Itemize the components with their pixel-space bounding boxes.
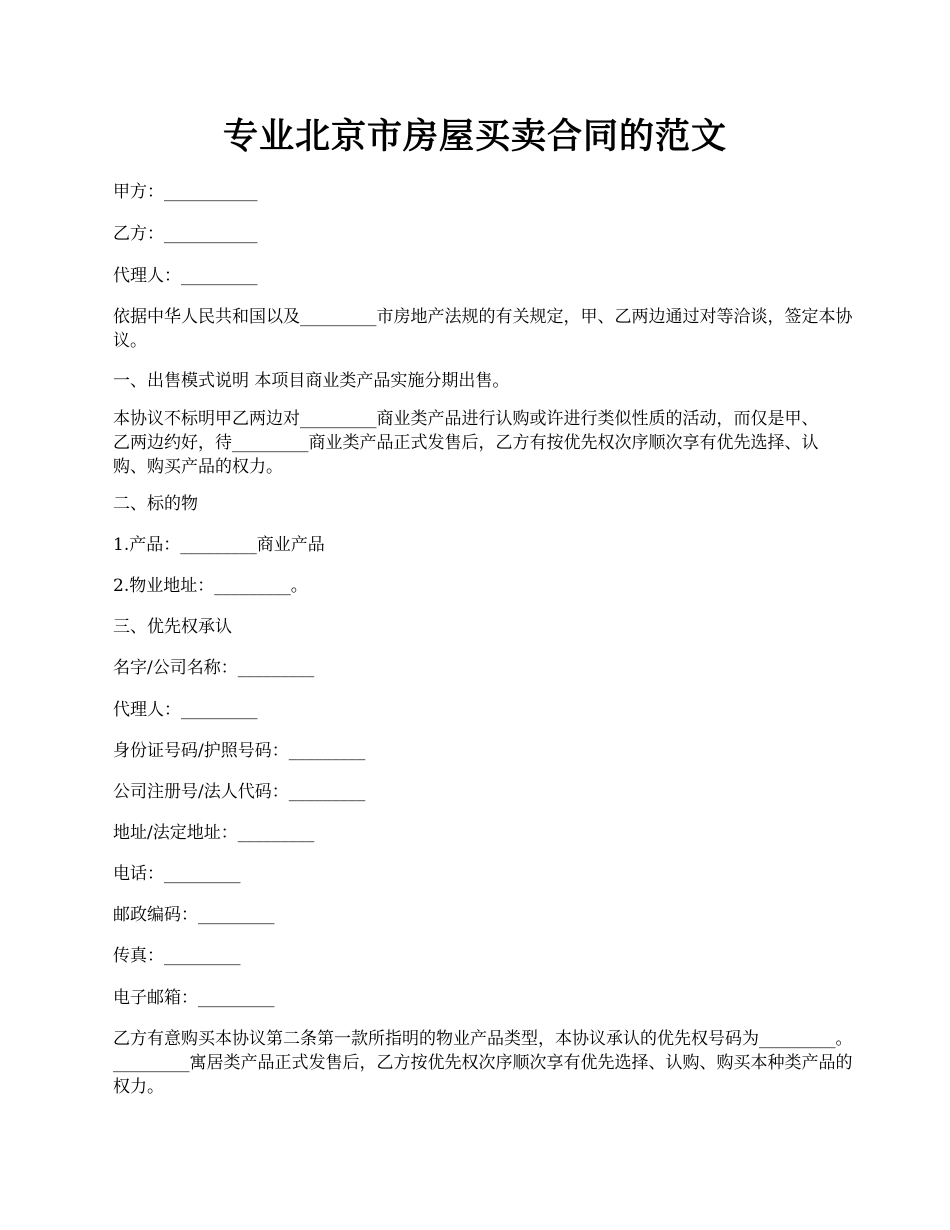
- company-registration-line: 公司注册号/法人代码：_________: [113, 782, 366, 802]
- agent-line-2: 代理人：_________: [113, 700, 258, 720]
- postal-code-line: 邮政编码：_________: [113, 905, 275, 925]
- section-one-heading: 一、出售模式说明 本项目商业类产品实施分期出售。: [113, 371, 510, 391]
- document-title: 专业北京市房屋买卖合同的范文: [222, 116, 727, 157]
- section-one-paragraph: 本协议不标明甲乙两边对_________商业类产品进行认购或许进行类似性质的活动，而仅是甲、乙两边约好，待_________商业类产品正式发售后，乙方有按优先权次序顺次享有优先选择、认购、购买产品的权力。: [113, 409, 819, 477]
- fax-line: 传真：_________: [113, 946, 241, 966]
- email-line: 电子邮箱：_________: [113, 988, 275, 1008]
- product-line: 1.产品：_________商业产品: [113, 535, 325, 555]
- party-a-line: 甲方：___________: [113, 182, 258, 202]
- property-address-line: 2.物业地址：_________。: [113, 576, 308, 596]
- section-three-heading: 三、优先权承认: [113, 617, 232, 637]
- party-b-line: 乙方：___________: [113, 224, 258, 244]
- intro-paragraph: 依据中华人民共和国以及_________市房地产法规的有关规定，甲、乙两边通过对等洽谈，签定本协议。: [113, 307, 853, 351]
- section-two-heading: 二、标的物: [113, 494, 198, 514]
- address-line: 地址/法定地址：_________: [113, 823, 315, 843]
- name-company-line: 名字/公司名称：_________: [113, 658, 315, 678]
- agent-line: 代理人：_________: [113, 266, 258, 286]
- phone-line: 电话：_________: [113, 864, 241, 884]
- id-passport-line: 身份证号码/护照号码：_________: [113, 741, 366, 761]
- closing-paragraph: 乙方有意购买本协议第二条第一款所指明的物业产品类型，本协议承认的优先权号码为_________。_________寓居类产品正式发售后，乙方按优先权次序顺次享有优先选择、认购、购买本种类产品的权力。: [113, 1029, 853, 1097]
